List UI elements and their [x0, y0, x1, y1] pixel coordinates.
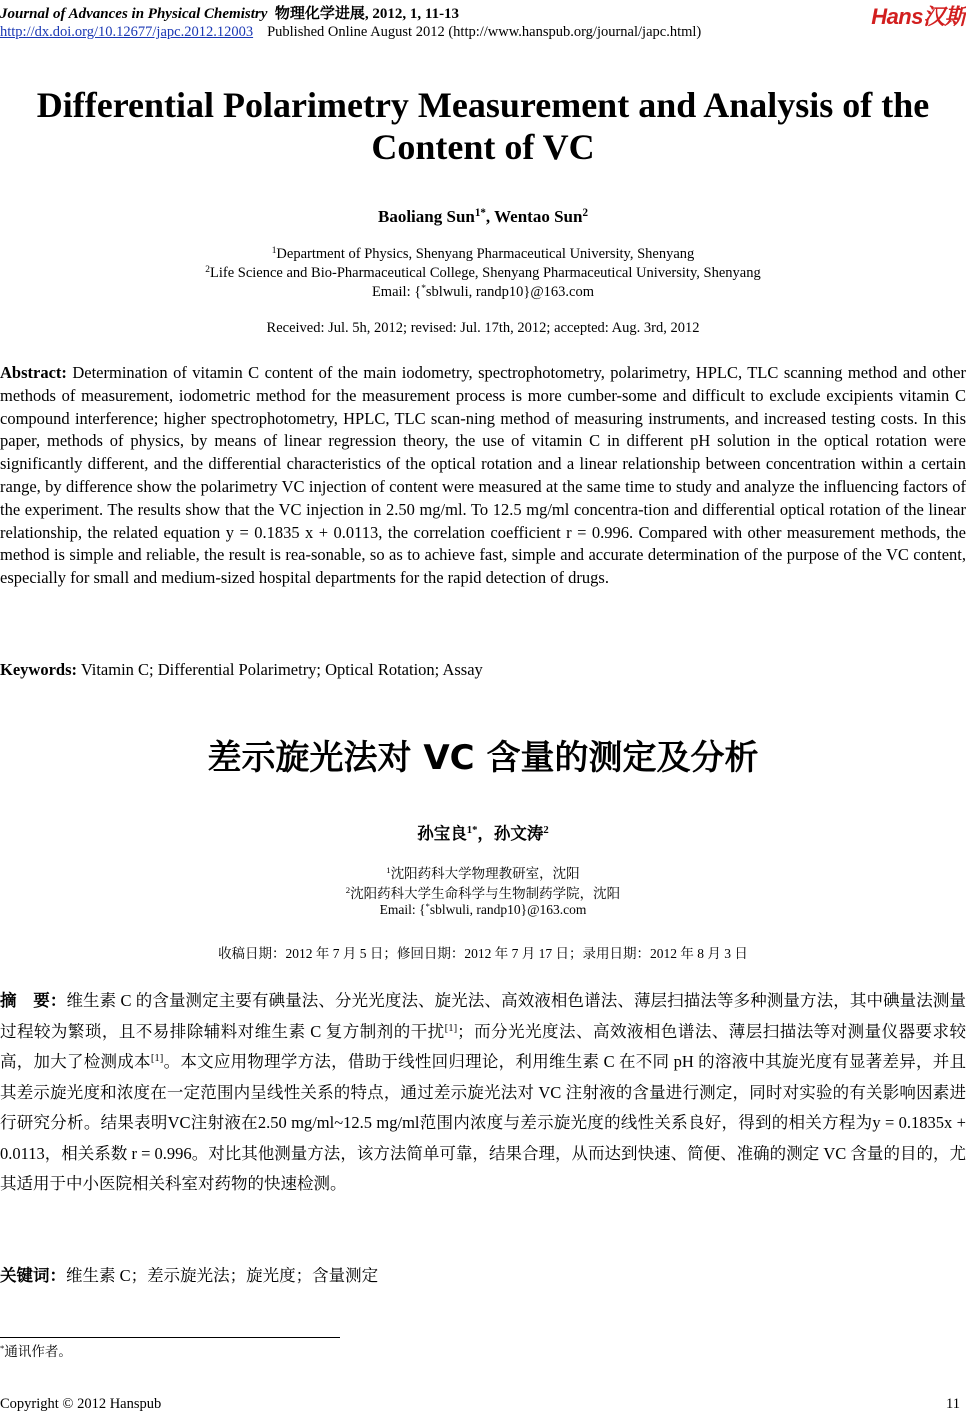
aff1-text: Department of Physics, Shenyang Pharmaceutical University, Shenyang — [276, 246, 695, 262]
email-sup: * — [421, 283, 426, 294]
zh-affiliation-1 — [0, 862, 966, 882]
zh-author-separator: ， — [477, 824, 494, 843]
zh-email-address: sblwuli, randp10}@163.com — [429, 902, 587, 917]
footnote — [0, 1340, 72, 1360]
aff2-sup: 2 — [205, 264, 210, 275]
english-title-line2: Content of VC — [371, 127, 595, 167]
author1-name: Baoliang Sun — [378, 207, 475, 226]
zh-abstract-part2: ；而分光光度法、高效液相色谱法、薄层扫描法等对测量仪器要求较高，加大了检测成本 — [0, 1021, 966, 1071]
zh-abstract-label: 摘 要： — [0, 991, 67, 1010]
author2-name: Wentao Sun — [494, 207, 583, 226]
english-title-line1: Differential Polarimetry Measurement and Analysis of the — [36, 85, 930, 125]
zh-aff1-text: 沈阳药科大学物理教研室，沈阳 — [390, 866, 580, 881]
footnote-text: 通讯作者。 — [4, 1344, 72, 1359]
english-title — [0, 84, 966, 168]
zh-received-dates: 收稿日期：2012 年 7 月 5 日；修回日期：2012 年 7 月 17 日；录用日期：2012 年 8 月 3 日 — [218, 946, 748, 961]
zh-aff2-text: 沈阳药科大学生命科学与生物制药学院，沈阳 — [350, 886, 621, 901]
author2-sup: 2 — [582, 206, 588, 219]
keywords-text: Vitamin C; Differential Polarimetry; Optical Rotation; Assay — [80, 660, 483, 679]
page-number: 11 — [946, 1396, 960, 1412]
abstract-text: Determination of vitamin C content of the main iodometry, spectrophotometry, polarimetry, HPLC, TLC scanning method and other methods of measurement, iodometric method for the measurement process is more cumber-some and difficult to exclude excipients vitamin C compound interference; higher spectrophotometry, HPLC, TLC scan-ning method of measuring instruments, and increased testing costs. In this paper, methods of physics, by means of linear regression theory, the use of vitamin C in different pH solution in the optical rotation were significantly different, and the differential characteristics of the optical rotation and a linear relationship between concentration within a certain range, by difference show the polarimetry VC injection of content were measured at the same time to study and analyze the influencing factors of the experiment. The results show that the VC injection in 2.50 mg/ml. To 12.5 mg/ml concentra-tion and differential optical rotation of the linear relationship, the related equation y = 0.1835 x + 0.0113, the correlation coefficient r = 0.996. Compared with other measurement methods, the method is simple and reliable, the result is rea-sonable, so as to achieve fast, simple and accurate determination of the purpose of the VC content, especially for small and medium-sized hospital departments for the rapid detection of drugs. — [0, 363, 966, 588]
zh-aff2-sup: 2 — [345, 885, 351, 896]
english-keywords — [0, 660, 483, 680]
zh-author2-sup: 2 — [543, 824, 549, 837]
author1-sup: 1* — [474, 206, 486, 219]
zh-abstract-part1: 维生素 C 的含量测定主要有碘量法、分光光度法、旋光法、高效液相色谱法、薄层扫描法等多种测量方法，其中碘量法测量过程较为繁琐，且不易排除辅料对维生素 C 复方制剂的干扰 — [0, 991, 966, 1041]
zh-author2-name: 孙文涛 — [493, 824, 544, 843]
hans-logo[interactable]: Hans汉斯 — [871, 4, 966, 29]
citation-ref2[interactable]: [1] — [150, 1052, 164, 1065]
chinese-abstract — [0, 986, 966, 1200]
zh-affiliation-2 — [0, 882, 966, 902]
email-line — [0, 284, 966, 301]
zh-keywords-text: 维生素 C；差示旋光法；旋光度；含量测定 — [66, 1266, 379, 1285]
email-prefix: Email: { — [371, 284, 422, 300]
chinese-keywords — [0, 1262, 378, 1286]
affiliation-2 — [0, 265, 966, 282]
email-address: sblwuli, randp10}@163.com — [425, 284, 595, 300]
published-online: Published Online August 2012 (http://www.hanspub.org/journal/japc.html) — [267, 24, 702, 40]
received-dates: Received: Jul. 5h, 2012; revised: Jul. 17th, 2012; accepted: Aug. 3rd, 2012 — [266, 320, 700, 336]
zh-email-prefix: Email: { — [379, 902, 426, 917]
aff2-text: Life Science and Bio-Pharmaceutical College, Shenyang Pharmaceutical University, Shenyang — [210, 265, 761, 281]
journal-name: Journal of Advances in Physical Chemistry — [0, 6, 268, 22]
citation-ref1[interactable]: [1] — [444, 1021, 458, 1034]
copyright: Copyright © 2012 Hanspub — [0, 1396, 162, 1412]
zh-aff1-sup: 1 — [386, 865, 391, 876]
footnote-sup: * — [0, 1343, 5, 1354]
zh-email-line — [0, 902, 966, 918]
chinese-title: 差示旋光法对 VC 含量的测定及分析 — [207, 738, 759, 778]
affiliation-1 — [0, 246, 966, 263]
author-separator: , — [485, 207, 495, 226]
journal-header — [0, 2, 459, 23]
zh-abstract-part3: 。本文应用物理学方法，借助于线性回归理论，利用维生素 C 在不同 pH 的溶液中其旋光度有显著差异，并且其差示旋光度和浓度在一定范围内呈线性关系的特点，通过差示旋光法对 VC 注射液的含量进行测定，同时对实验的有关影响因素进行研究分析。结果表明VC注射液在2.50 mg/ml~12.5 mg/ml范围内浓度与差示旋光度的线性关系良好，得到的相关方程为y = 0.1835x + 0.0113，相关系数 r = 0.996。对比其他测量方法，该方法简单可靠，结果合理，从而达到快速、简便、准确的测定 VC 含量的目的，尤其适用于中小医院相关科室对药物的快速检测。 — [0, 1052, 966, 1193]
keywords-label: Keywords: — [0, 660, 77, 679]
chinese-authors — [0, 820, 966, 844]
abstract-label: Abstract: — [0, 363, 67, 382]
english-abstract — [0, 362, 966, 590]
aff1-sup: 1 — [271, 245, 277, 256]
zh-author1-name: 孙宝良 — [417, 824, 467, 843]
zh-author1-sup: 1* — [466, 824, 478, 837]
english-authors — [0, 207, 966, 227]
doi-line — [0, 24, 701, 41]
zh-email-sup: * — [425, 901, 430, 912]
journal-issue: 物理化学进展, 2012, 1, 11-13 — [274, 6, 460, 22]
footnote-divider — [0, 1337, 340, 1338]
doi-link[interactable]: http://dx.doi.org/10.12677/japc.2012.12003 — [0, 24, 254, 40]
zh-keywords-label: 关键词： — [0, 1266, 66, 1285]
